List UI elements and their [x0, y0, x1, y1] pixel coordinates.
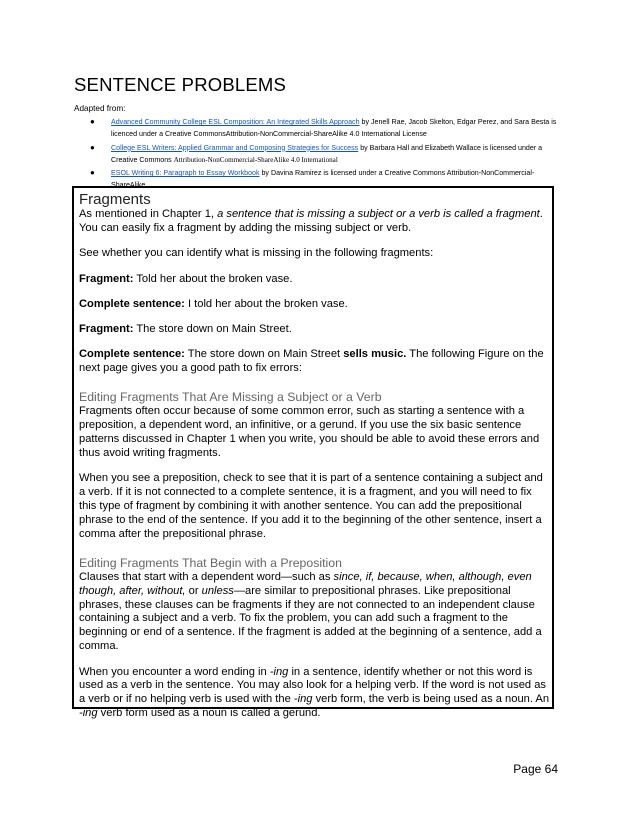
body-text: —are similar to prepositional phrases. Like prepositional phrases, these clauses can be fragments if they are not connected to an independent clause containing a subject and a verb. To fix the problem, you can add such a fragment to the beginning or end of a sentence. If the fragment is added at the beginning of a sentence, add a comma.	[79, 584, 542, 653]
source-text: by Barbara Hall and Elizabeth Wallace is licensed under a Creative Commons	[111, 143, 543, 164]
body-text: in a sentence, identify whether or not this word is used as a verb in the sentence. You may also look for a helping verb. If the word is not used as a verb or if no helping verb is used with the	[79, 665, 546, 706]
page-number: Page 64	[513, 762, 558, 776]
example-paragraph	[79, 323, 551, 337]
body-text: verb form, the verb is being used as a noun. An	[312, 693, 550, 706]
example-text-end: The following Figure on the next page gives you a good path to fix errors:	[79, 348, 544, 375]
example-text: I told her about the broken vase.	[184, 297, 348, 310]
body-text: When you encounter a word ending in	[79, 665, 270, 678]
example-label: Complete sentence:	[79, 348, 185, 361]
source-link[interactable]: Advanced Community College ESL Composition: An Integrated Skills Approach	[111, 118, 360, 126]
page-title: SENTENCE PROBLEMS	[74, 74, 287, 95]
source-link[interactable]: ESOL Writing 6: Paragraph to Essay Workbook	[111, 169, 260, 178]
example-label: Fragment:	[79, 272, 134, 285]
source-license: Attribution-NonCommercial-ShareAlike 4.0 International	[173, 155, 338, 164]
prompt-paragraph: See whether you can identify what is missing in the following fragments:	[79, 247, 434, 260]
example-text: The store down on Main Street	[184, 348, 344, 361]
bullet-icon: ●	[90, 168, 95, 178]
body-text: verb form used as a noun is called a gerund.	[97, 707, 321, 720]
intro-emphasis: a sentence that is missing a subject or a verb is called a fragment	[217, 208, 540, 220]
example-paragraph	[79, 298, 551, 312]
body-emphasis: -ing	[269, 665, 289, 678]
body-paragraph	[79, 571, 551, 654]
bullet-icon: ●	[90, 117, 95, 126]
example-paragraph	[79, 348, 551, 376]
body-text: Clauses that start with a dependent word—such as	[79, 570, 334, 583]
example-label: Complete sentence:	[79, 297, 185, 310]
bullet-icon: ●	[90, 142, 95, 152]
intro-paragraph	[79, 208, 551, 236]
example-bold: sells music.	[343, 348, 407, 361]
body-emphasis: since, if, because, when, although, even though, after, without,	[79, 570, 532, 597]
body-paragraph	[79, 666, 551, 722]
body-text: or	[185, 584, 202, 597]
list-item	[90, 142, 560, 167]
body-paragraph: Fragments often occur because of some common error, such as starting a sentence with a preposition, a dependent word, an infinitive, or a gerund. If you use the six basic sentence patterns discussed in Chapter 1 when you write, you should be able to avoid these errors and thus avoid writing fragments.	[79, 405, 540, 459]
body-emphasis: -ing	[79, 707, 98, 720]
content-box	[79, 190, 551, 733]
example-label: Fragment:	[79, 323, 134, 336]
source-link[interactable]: College ESL Writers: Applied Grammar and Composing Strategies for Success	[111, 143, 359, 152]
body-emphasis: unless	[201, 584, 234, 597]
sources-list	[90, 116, 560, 193]
subsection-heading: Editing Fragments That Are Missing a Subject or a Verb	[79, 390, 382, 405]
body-emphasis: -ing	[293, 693, 313, 706]
example-text: The store down on Main Street.	[133, 323, 292, 336]
list-item	[90, 116, 560, 141]
source-text: by Davina Ramirez is licensed under a Creative Commons Attribution-NonCommercial-ShareAlike	[111, 169, 535, 190]
subsection-heading: Editing Fragments That Begin with a Preposition	[79, 555, 342, 570]
example-text: Told her about the broken vase.	[133, 272, 293, 285]
section-heading: Fragments	[79, 191, 151, 208]
adapted-label: Adapted from:	[74, 104, 126, 113]
body-paragraph: When you see a preposition, check to see that it is part of a sentence containing a subject and a verb. If it is not connected to a complete sentence, it is a fragment, and you will need to fix this type of fragment by combining it with another sentence. You can add the prepositional phrase to the end of the sentence. If you add it to the beginning of the other sentence, insert a comma after the prepositional phrase.	[79, 472, 543, 540]
example-paragraph	[79, 273, 551, 287]
source-text: by Jenell Rae, Jacob Skelton, Edgar Perez, and Sara Besta is licenced under a Creative CommonsAttribution-NonCommercial-ShareAlike 4.0 International License	[111, 118, 557, 139]
intro-text-end: . You can easily fix a fragment by adding the missing subject or verb.	[79, 208, 543, 234]
intro-text: As mentioned in Chapter 1,	[79, 208, 218, 220]
